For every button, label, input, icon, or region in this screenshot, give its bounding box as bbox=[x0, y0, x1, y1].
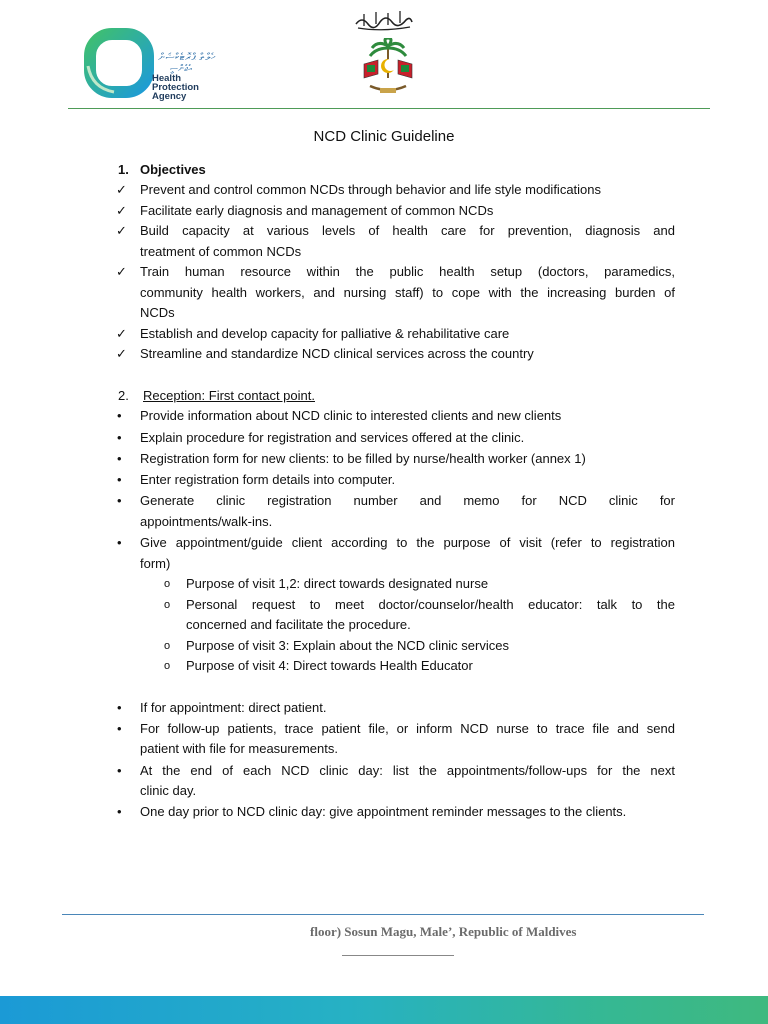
sub-item: Purpose of visit 3: Explain about the NCD clinic services bbox=[186, 638, 509, 653]
bullet-icon: • bbox=[117, 493, 122, 508]
maldives-emblem-icon bbox=[356, 38, 420, 98]
objective-item: Prevent and control common NCDs through behavior and life style modifications bbox=[140, 182, 602, 197]
checkmark-icon: ✓ bbox=[116, 264, 127, 279]
footer-color-band bbox=[0, 996, 768, 1024]
bullet-icon: • bbox=[117, 472, 122, 487]
objective-item-continued: community health workers, and nursing staff) to cope with the increasing burden of bbox=[140, 285, 675, 300]
footer-address: floor) Sosun Magu, Male’, Republic of Maldives bbox=[310, 924, 577, 939]
checkmark-icon: ✓ bbox=[116, 182, 127, 197]
reception-item-continued: appointments/walk-ins. bbox=[140, 514, 273, 529]
checkmark-icon: ✓ bbox=[116, 346, 127, 361]
agency-word-health: Health bbox=[152, 73, 182, 84]
bullet-icon: • bbox=[117, 700, 122, 715]
section-heading: Reception: First contact point. bbox=[143, 388, 315, 403]
checkmark-icon: ✓ bbox=[116, 203, 127, 218]
reception-item: Generate clinic registration number and memo for NCD clinic for bbox=[140, 493, 675, 508]
reception-item: At the end of each NCD clinic day: list the appointments/follow-ups for the next bbox=[140, 763, 675, 778]
objective-item: Train human resource within the public health setup (doctors, paramedics, bbox=[140, 264, 675, 279]
header-divider bbox=[68, 108, 710, 109]
sub-item-continued: concerned and facilitate the procedure. bbox=[186, 617, 411, 632]
objective-item: Facilitate early diagnosis and management of common NCDs bbox=[140, 203, 494, 218]
objective-item: Establish and develop capacity for palliative & rehabilitative care bbox=[140, 326, 510, 341]
sub-item: Personal request to meet doctor/counselor/health educator: talk to the bbox=[186, 597, 675, 612]
bullet-icon: • bbox=[117, 721, 122, 736]
reception-item: One day prior to NCD clinic day: give appointment reminder messages to the clients. bbox=[140, 804, 627, 819]
objective-item-continued: treatment of common NCDs bbox=[140, 244, 302, 259]
bullet-icon: • bbox=[117, 804, 122, 819]
reception-item: Registration form for new clients: to be filled by nurse/health worker (annex 1) bbox=[140, 451, 586, 466]
bismillah-calligraphy-icon bbox=[352, 8, 416, 34]
sub-bullet-icon: o bbox=[164, 578, 171, 590]
reception-item-continued: patient with file for measurements. bbox=[140, 741, 338, 756]
agency-script-name-2: އެޖެންސީ bbox=[170, 64, 192, 74]
bullet-icon: • bbox=[117, 408, 122, 423]
objective-item: Streamline and standardize NCD clinical services across the country bbox=[140, 346, 534, 361]
reception-item-continued: form) bbox=[140, 556, 171, 571]
objective-item: Build capacity at various levels of health care for prevention, diagnosis and bbox=[140, 223, 675, 238]
agency-word-protection: Protection bbox=[152, 82, 199, 93]
sub-bullet-icon: o bbox=[164, 640, 171, 652]
bullet-icon: • bbox=[117, 535, 122, 550]
sub-bullet-icon: o bbox=[164, 599, 171, 611]
agency-word-agency: Agency bbox=[152, 91, 187, 102]
reception-item: Give appointment/guide client according to the purpose of visit (refer to registration bbox=[140, 535, 675, 550]
sub-bullet-icon: o bbox=[164, 660, 171, 672]
bullet-icon: • bbox=[117, 430, 122, 445]
agency-script-name: ހެލްތް ޕްރޮޓެކްޝަން bbox=[158, 52, 216, 63]
checkmark-icon: ✓ bbox=[116, 326, 127, 341]
sub-item: Purpose of visit 1,2: direct towards designated nurse bbox=[186, 576, 489, 591]
section-number: 2. bbox=[118, 388, 129, 403]
reception-item: Enter registration form details into computer. bbox=[140, 472, 396, 487]
document-title: NCD Clinic Guideline bbox=[313, 128, 455, 145]
section-heading: Objectives bbox=[140, 162, 206, 177]
reception-item-continued: clinic day. bbox=[140, 783, 197, 798]
reception-item: For follow-up patients, trace patient file, or inform NCD nurse to trace file and send bbox=[140, 721, 675, 736]
sub-item: Purpose of visit 4: Direct towards Health Educator bbox=[186, 658, 473, 673]
bullet-icon: • bbox=[117, 451, 122, 466]
bullet-icon: • bbox=[117, 763, 122, 778]
objective-item-continued: NCDs bbox=[140, 305, 175, 320]
reception-item: Provide information about NCD clinic to interested clients and new clients bbox=[140, 408, 562, 423]
reception-item: Explain procedure for registration and services offered at the clinic. bbox=[140, 430, 525, 445]
hpa-logo-icon bbox=[84, 28, 154, 98]
checkmark-icon: ✓ bbox=[116, 223, 127, 238]
footer-divider bbox=[62, 914, 704, 915]
reception-item: If for appointment: direct patient. bbox=[140, 700, 327, 715]
footer-short-divider bbox=[342, 955, 454, 956]
section-number: 1. bbox=[118, 162, 129, 177]
